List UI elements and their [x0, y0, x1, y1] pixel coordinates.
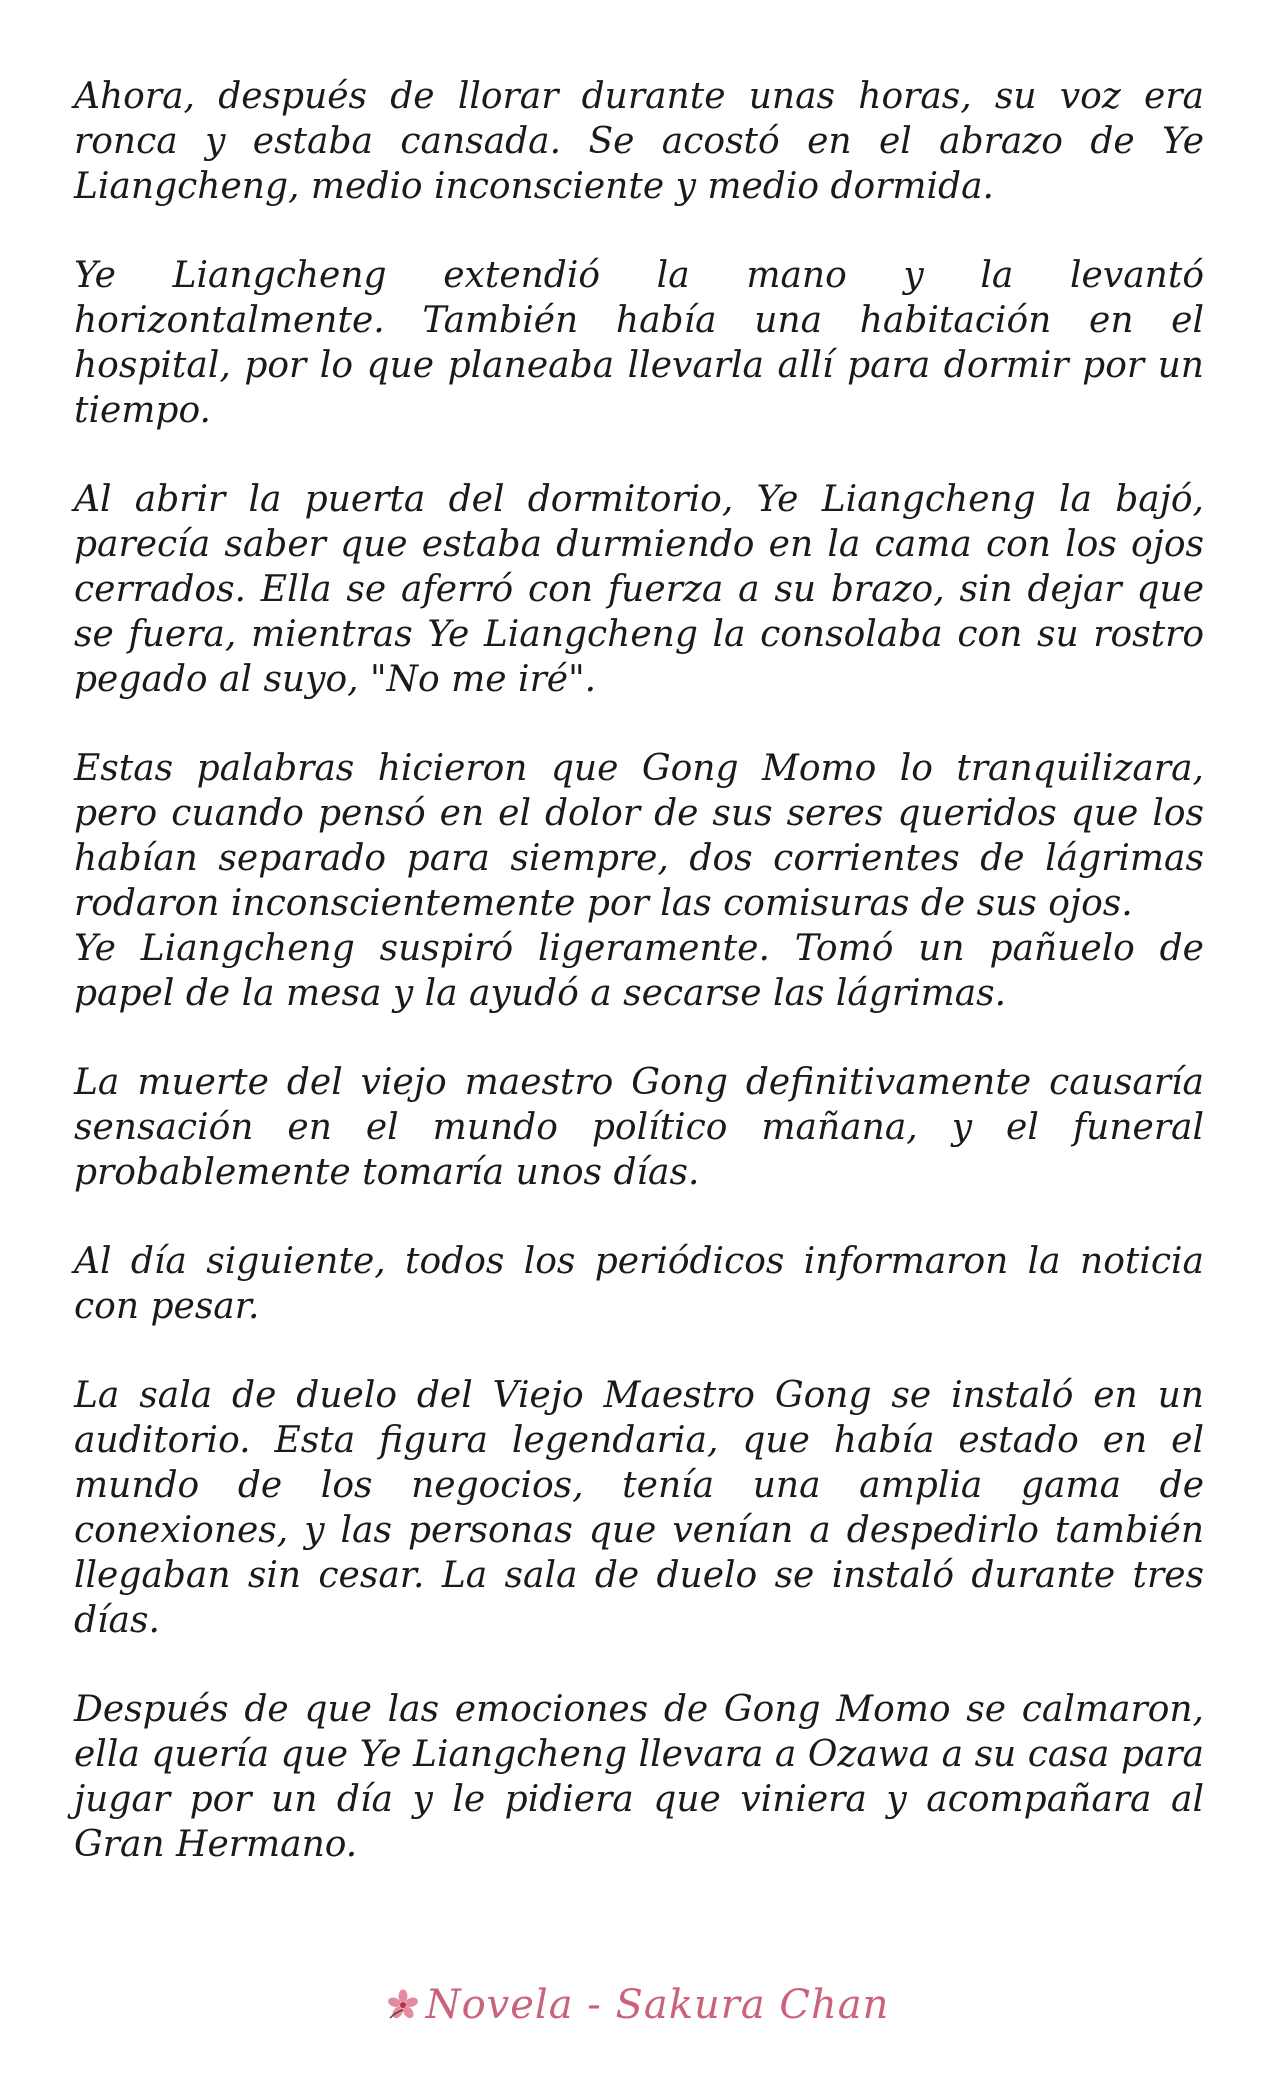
paragraph-9: Después de que las emociones de Gong Momo se calmaron, ella quería que Ye Liangcheng llevara a Ozawa a su casa para jugar por un día y le pidiera que viniera y acompañara al Gran Hermano.: [74, 1689, 1204, 1865]
document-body: [74, 74, 1204, 1911]
paragraph-6: La muerte del viejo maestro Gong definitivamente causaría sensación en el mundo político mañana, y el funeral probablemente tomaría unos días.: [74, 1062, 1204, 1193]
paragraph-2: Ye Liangcheng extendió la mano y la levantó horizontalmente. También había una habitación en el hospital, por lo que planeaba llevarla allí para dormir por un tiempo.: [74, 255, 1204, 431]
paragraph-3: Al abrir la puerta del dormitorio, Ye Liangcheng la bajó, parecía saber que estaba durmiendo en la cama con los ojos cerrados. Ella se aferró con fuerza a su brazo, sin dejar que se fuera, mientras Ye Liangcheng la consolaba con su rostro pegado al suyo, "No me iré".: [74, 479, 1204, 700]
paragraph-4: Estas palabras hicieron que Gong Momo lo tranquilizara, pero cuando pensó en el dolor de sus seres queridos que los habían separado para siempre, dos corrientes de lágrimas rodaron inconscientemente por las comisuras de sus ojos.: [74, 748, 1204, 924]
paragraph-1: Ahora, después de llorar durante unas horas, su voz era ronca y estaba cansada. Se acostó en el abrazo de Ye Liangcheng, medio inconsciente y medio dormida.: [74, 76, 1204, 207]
watermark: [0, 1980, 1275, 2030]
watermark-text: Novela - Sakura Chan: [425, 1982, 890, 2028]
paragraph-7: Al día siguiente, todos los periódicos informaron la noticia con pesar.: [74, 1241, 1204, 1327]
sakura-flower-icon: [386, 1988, 420, 2022]
paragraph-5: Ye Liangcheng suspiró ligeramente. Tomó un pañuelo de papel de la mesa y la ayudó a secarse las lágrimas.: [74, 928, 1204, 1014]
paragraph-8: La sala de duelo del Viejo Maestro Gong se instaló en un auditorio. Esta figura legendaria, que había estado en el mundo de los negocios, tenía una amplia gama de conexiones, y las personas que venían a despedirlo también llegaban sin cesar. La sala de duelo se instaló durante tres días.: [74, 1375, 1204, 1641]
